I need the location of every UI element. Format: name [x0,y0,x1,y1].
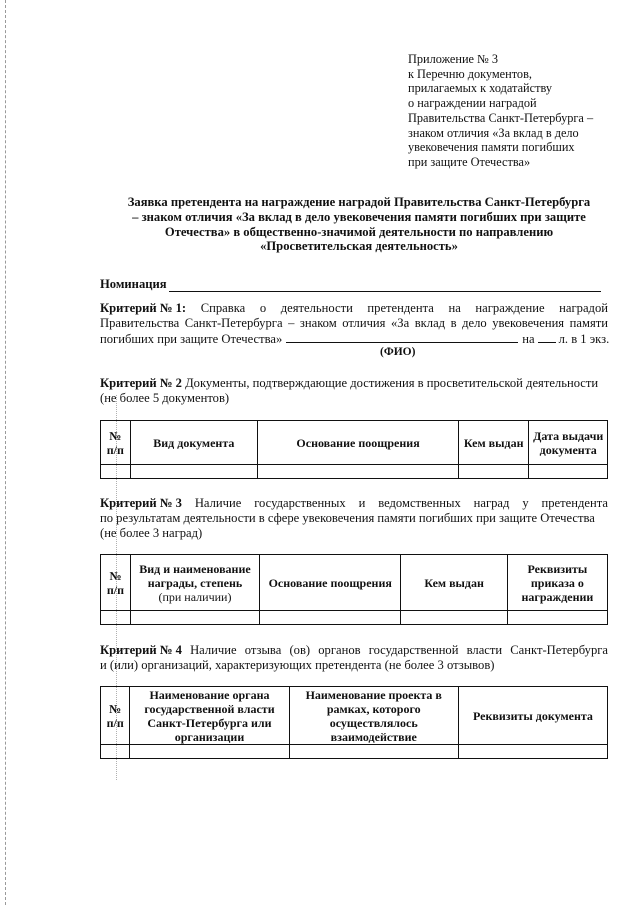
word: деятельности [280,301,353,315]
word: награждение [475,301,545,315]
criterion-2 [100,376,608,406]
criterion-4-line-1 [100,643,608,658]
word: о [259,301,267,315]
header-issuer: Кем выдан [401,555,507,611]
word: претендента [541,496,608,510]
table-cell[interactable] [101,745,130,759]
criterion-1 [100,301,608,347]
table-cell[interactable] [130,465,258,479]
appendix-header [408,52,608,170]
table-cell[interactable] [130,745,289,759]
header-issuer: Кем выдан [459,421,529,465]
word: Правительства [100,316,180,330]
table-cell[interactable] [507,611,607,625]
criterion-3-line-2: по результатам деятельности в сфере увековечения памяти погибших при защите Отечества [100,511,595,525]
word: отзыва [244,643,282,657]
header-number: № п/п [101,555,131,611]
word: (ов) [289,643,311,657]
word: органов [318,643,361,657]
word: знаком [299,316,337,330]
criterion-4-line-2: и (или) организаций, характеризующих претендента (не более 3 отзывов) [100,658,495,672]
word: памяти [569,316,608,330]
copies-text: л. в 1 экз. [558,332,610,346]
criterion-4-table [100,686,608,759]
criterion-1-line-3 [100,331,608,347]
word: государственных [254,496,346,510]
criterion-3-line-1 [100,496,608,511]
criterion-2-label: Критерий № 2 [100,376,182,390]
word: отличия [342,316,386,330]
appendix-line: увековечения памяти погибших [408,140,575,155]
header-award-note: (при наличии) [158,589,232,604]
word: Санкт-Петербурга [184,316,283,330]
criterion-3-label: Критерий № 3 [100,496,182,510]
criterion-3-table [100,554,608,625]
table-cell[interactable] [529,465,608,479]
word: Наличие [190,643,237,657]
word: на [448,301,461,315]
word: власти [466,643,503,657]
fio-caption: (ФИО) [380,346,416,358]
table-header-row [101,687,608,745]
table-header-row [101,555,608,611]
word: претендента [367,301,434,315]
table-cell[interactable] [101,465,131,479]
table-cell[interactable] [401,611,507,625]
header-authority: Наименование органа государственной власти Санкт-Петербурга или организации [130,687,289,745]
title-line: – знаком отличия «За вклад в дело увековечения памяти погибших при защите [132,209,586,224]
header-reason: Основание поощрения [258,421,459,465]
header-reason: Основание поощрения [260,555,401,611]
table-cell[interactable] [459,465,529,479]
fio-field[interactable] [286,331,518,343]
header-project: Наименование проекта в рамках, которого осуществлялось взаимодействие [289,687,458,745]
page-count-field[interactable] [538,331,556,343]
word: наград [473,496,510,510]
header-number: № п/п [101,421,131,465]
header-award-type-label: Вид и наименование награды, степень [139,561,251,590]
appendix-line: при защите Отечества» [408,154,531,169]
criterion-2-line-1 [100,376,608,391]
word: у [522,496,529,510]
title-line: Отечества» в общественно-значимой деятельности по направлению [164,224,554,239]
table-cell[interactable] [130,611,259,625]
table-cell[interactable] [260,611,401,625]
criterion-1-label: Критерий № 1: [100,301,187,315]
criterion-1-line-1 [100,301,608,316]
word: Справка [200,301,246,315]
criterion-2-table [100,420,608,479]
word: Санкт-Петербурга [510,643,608,657]
header-doc-details: Реквизиты документа [458,687,607,745]
header-order-details: Реквизиты приказа о награждении [507,555,607,611]
table-header-row [101,421,608,465]
table-row [101,611,608,625]
table-cell[interactable] [258,465,459,479]
criterion-4 [100,643,608,673]
word: ведомственных [378,496,461,510]
word: вклад [414,316,446,330]
header-issue-date: Дата выдачи документа [529,421,608,465]
scan-edge-line [5,0,6,905]
criterion-1-text-end: погибших при защите Отечества» [100,332,283,346]
title-line: «Просветительская деятельность» [260,239,458,254]
appendix-line: прилагаемых к ходатайству [408,81,552,96]
table-cell[interactable] [289,745,458,759]
appendix-line: о награждении наградой [408,96,537,111]
header-award-type [130,555,259,611]
title-line: Заявка претендента на награждение наградой Правительства Санкт-Петербурга [127,195,591,209]
word: государственной [368,643,459,657]
on-word: на [522,332,535,346]
word: Наличие [194,496,242,510]
word: «За [390,316,410,330]
word: увековечения [492,316,565,330]
table-row [101,745,608,759]
appendix-line: Приложение № 3 [408,52,499,66]
appendix-line: к Перечню документов, [408,66,532,81]
appendix-line: знаком отличия «За вклад в дело [408,125,579,140]
table-row [101,465,608,479]
criterion-3-line-3: (не более 3 наград) [100,526,203,540]
nomination-row [100,277,600,292]
table-cell[interactable] [101,611,131,625]
header-number: № п/п [101,687,130,745]
word: дело [462,316,487,330]
word: – [288,316,295,330]
nomination-label: Номинация [100,277,167,291]
criterion-3 [100,496,608,541]
header-doc-type: Вид документа [130,421,258,465]
word: наградой [559,301,608,315]
word: в [450,316,457,330]
criterion-4-label: Критерий № 4 [100,643,182,657]
appendix-line: Правительства Санкт-Петербурга – [408,110,594,125]
criterion-2-line-2: (не более 5 документов) [100,391,230,405]
table-cell[interactable] [458,745,607,759]
word: и [358,496,366,510]
nomination-field[interactable] [169,279,601,292]
document-title [100,195,618,254]
criterion-2-text: Документы, подтверждающие достижения в просветительской деятельности [185,376,599,390]
criterion-1-line-2 [100,316,608,331]
